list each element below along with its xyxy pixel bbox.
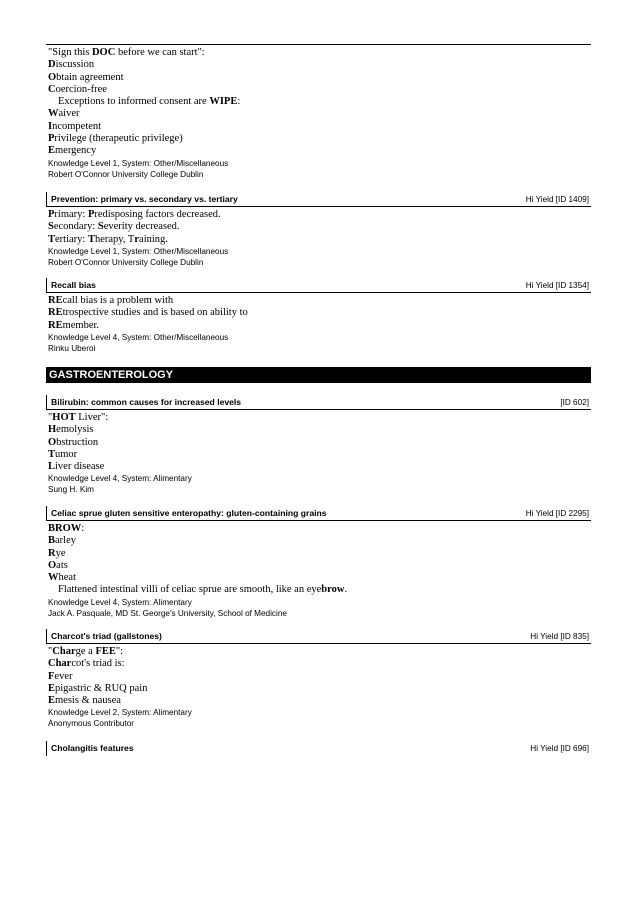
entry-line: Emergency: [48, 145, 97, 157]
entry-line: Charcot's triad is:: [48, 658, 125, 670]
entry-line: Wheat: [48, 572, 76, 584]
knowledge-level: Knowledge Level 1, System: Other/Miscellaneous: [48, 246, 229, 256]
entry-body: [46, 521, 591, 619]
entry-recall-bias: [46, 278, 591, 354]
author: Jack A. Pasquale, MD St. George's University, School of Medicine: [48, 608, 287, 618]
entry-id: Hi Yield [ID 2295]: [525, 509, 589, 518]
entry-id: Hi Yield [ID 696]: [530, 744, 589, 753]
entry-line: REmember.: [48, 319, 100, 331]
entry-body: [46, 644, 591, 729]
author: Anonymous Contributor: [48, 719, 135, 729]
entry-line: Primary: Predisposing factors decreased.: [48, 209, 221, 220]
entry-id: [ID 602]: [560, 398, 589, 407]
entry-line: Barley: [48, 535, 77, 547]
header-bar: [46, 278, 47, 293]
entry-line: Flattened intestinal villi of celiac sprue are smooth, like an eyebrow.: [58, 584, 348, 596]
entry-header: [46, 629, 591, 644]
entry-line: Fever: [48, 670, 73, 682]
knowledge-level: Knowledge Level 4, System: Alimentary: [48, 474, 192, 484]
entry-line: Tumor: [48, 448, 78, 460]
entry-line: Oats: [48, 559, 68, 571]
entry-line: Epigastric & RUQ pain: [48, 682, 148, 694]
entry-body: [46, 293, 591, 354]
author: Robert O'Connor University College Dublin: [48, 169, 204, 179]
entry-header: [46, 506, 591, 521]
entry-header: [46, 278, 591, 293]
knowledge-level: Knowledge Level 1, System: Other/Miscellaneous: [48, 158, 229, 168]
entry-consent: [48, 47, 588, 180]
entry-id: Hi Yield [ID 835]: [530, 632, 589, 641]
header-bar: [46, 741, 47, 756]
entry-line: "Sign this DOC before we can start":: [48, 47, 205, 58]
entry-body: [46, 207, 591, 268]
entry-cholangitis: [46, 741, 591, 755]
entry-bilirubin: [46, 395, 591, 495]
entry-celiac-sprue: [46, 506, 591, 619]
entry-line: Tertiary: Therapy, Training.: [48, 233, 168, 245]
entry-header: [46, 741, 591, 755]
entry-id: Hi Yield [ID 1354]: [525, 281, 589, 290]
entry-line: "HOT Liver":: [48, 412, 109, 423]
entry-line: Incompetent: [48, 120, 102, 132]
knowledge-level: Knowledge Level 4, System: Alimentary: [48, 597, 192, 607]
entry-id: Hi Yield [ID 1409]: [525, 195, 589, 204]
author: Robert O'Connor University College Dublin: [48, 257, 204, 267]
entry-line: Secondary: Severity decreased.: [48, 221, 180, 233]
entry-line: "Charge a FEE":: [48, 646, 124, 657]
top-rule: [46, 44, 591, 45]
entry-line: Emesis & nausea: [48, 695, 121, 707]
entry-line: Exceptions to informed consent are WIPE:: [58, 96, 241, 108]
entry-title: Prevention: primary vs. secondary vs. tertiary: [51, 194, 238, 204]
header-bar: [46, 629, 47, 644]
entry-line: Coercion-free: [48, 83, 107, 95]
entry-line: BROW:: [48, 523, 85, 534]
entry-line: Rye: [48, 547, 66, 559]
header-bar: [46, 192, 47, 207]
entry-title: Recall bias: [51, 280, 96, 290]
entry-line: Liver disease: [48, 461, 105, 473]
entry-title: Charcot's triad (gallstones): [51, 631, 162, 641]
entry-line: Discussion: [48, 59, 95, 71]
entry-body: [46, 410, 591, 495]
author: Sung H. Kim: [48, 485, 94, 495]
entry-line: REtrospective studies and is based on ability to: [48, 307, 248, 319]
entry-line: Obtain agreement: [48, 71, 124, 83]
entry-body: [48, 47, 588, 158]
section-header: GASTROENTEROLOGY: [46, 367, 591, 383]
entry-line: Hemolysis: [48, 424, 94, 436]
entry-prevention: [46, 192, 591, 268]
author: Rinku Uberoi: [48, 343, 96, 353]
entry-title: Celiac sprue gluten sensitive enteropathy: gluten-containing grains: [51, 508, 327, 518]
entry-title: Bilirubin: common causes for increased levels: [51, 397, 242, 407]
header-bar: [46, 506, 47, 521]
entry-header: [46, 192, 591, 207]
entry-line: Obstruction: [48, 436, 99, 448]
entry-title: Cholangitis features: [51, 743, 134, 753]
entry-line: Waiver: [48, 108, 80, 120]
entry-line: Privilege (therapeutic privilege): [48, 133, 183, 145]
entry-header: [46, 395, 591, 410]
header-bar: [46, 395, 47, 410]
entry-charcot-triad: [46, 629, 591, 729]
knowledge-level: Knowledge Level 4, System: Other/Miscellaneous: [48, 332, 229, 342]
entry-line: REcall bias is a problem with: [48, 295, 174, 306]
knowledge-level: Knowledge Level 2, System: Alimentary: [48, 708, 192, 718]
